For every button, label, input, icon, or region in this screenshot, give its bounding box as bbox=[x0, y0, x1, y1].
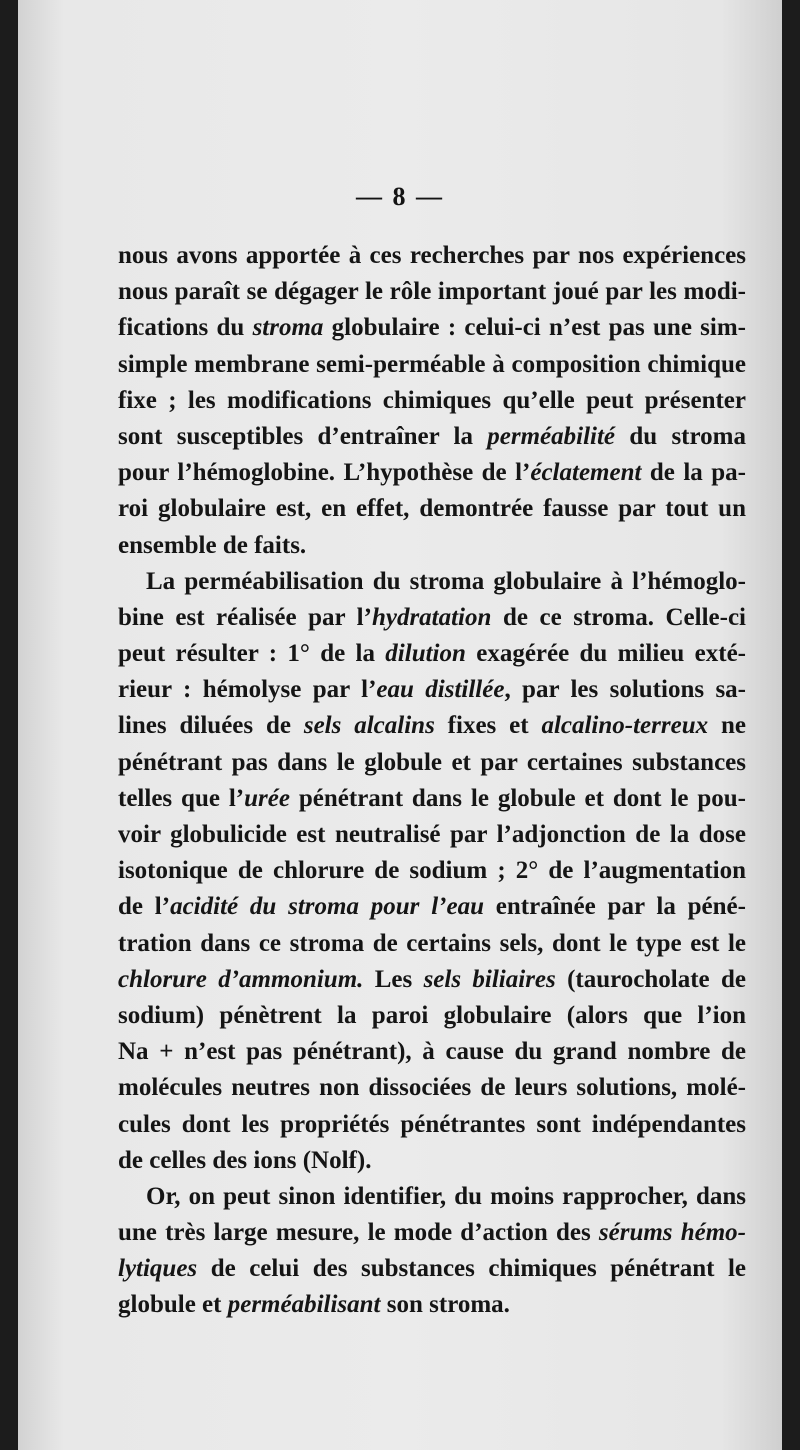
text-line bbox=[118, 1215, 746, 1251]
text-segment: de ce stroma. Celle-ci bbox=[491, 603, 746, 631]
text-line bbox=[118, 310, 746, 346]
italic-text: perméabilité bbox=[487, 422, 616, 450]
italic-text: urée bbox=[244, 784, 290, 812]
text-line bbox=[118, 853, 746, 889]
text-segment: de l’ bbox=[118, 893, 171, 921]
text-line bbox=[118, 528, 746, 564]
text-line bbox=[118, 817, 746, 853]
text-line bbox=[118, 600, 746, 636]
text-line bbox=[118, 672, 746, 708]
text-line bbox=[118, 419, 746, 455]
text-line bbox=[118, 1107, 746, 1143]
text-segment: La perméabilisation du stroma globulaire à l’hémoglo- bbox=[146, 567, 746, 595]
text-line bbox=[118, 238, 746, 274]
text-segment: Les bbox=[363, 965, 424, 993]
text-segment: pénétrant dans le globule et dont le pou- bbox=[289, 784, 746, 812]
text-segment: pour l’hémoglobine. L’hypothèse de l’ bbox=[118, 459, 531, 487]
text-line bbox=[118, 491, 746, 527]
italic-text: chlorure d’ammonium. bbox=[118, 965, 364, 993]
text-segment: lines diluées de bbox=[118, 712, 304, 740]
italic-text: stroma bbox=[252, 314, 324, 342]
text-segment: son stroma. bbox=[380, 1291, 510, 1319]
italic-text: sels biliaires bbox=[423, 965, 556, 993]
italic-text: hydratation bbox=[371, 603, 492, 631]
text-segment: de celles des ions (Nolf). bbox=[118, 1146, 372, 1174]
text-line bbox=[118, 1143, 746, 1179]
text-line bbox=[118, 926, 746, 962]
text-segment: roi globulaire est, en effet, demontrée fausse par tout un bbox=[118, 495, 746, 523]
text-segment: sodium) pénètrent la paroi globulaire (alors que l’ion bbox=[118, 1001, 746, 1029]
text-segment: (taurocholate de bbox=[555, 965, 746, 993]
text-line bbox=[118, 455, 746, 491]
italic-text: sels alcalins bbox=[303, 712, 435, 740]
italic-text: lytiques bbox=[118, 1255, 198, 1283]
text-segment: ne bbox=[708, 712, 746, 740]
text-segment: de la pa- bbox=[641, 459, 746, 487]
text-segment: Or, on peut sinon identifier, du moins rapprocher, dans bbox=[146, 1182, 746, 1210]
scanned-page bbox=[18, 0, 782, 1450]
text-segment: globule et bbox=[118, 1291, 228, 1319]
text-segment: sont susceptibles d’entraîner la bbox=[118, 422, 488, 450]
italic-text: éclatement bbox=[530, 459, 642, 487]
text-line bbox=[118, 1070, 746, 1106]
text-segment: du stroma bbox=[615, 422, 746, 450]
text-line bbox=[118, 274, 746, 310]
text-line bbox=[118, 383, 746, 419]
text-line bbox=[118, 636, 746, 672]
text-segment: de celui des substances chimiques pénétrant le bbox=[197, 1255, 746, 1283]
text-segment: voir globulicide est neutralisé par l’adjonction de la dose bbox=[118, 821, 746, 848]
text-segment: molécules neutres non dissociées de leurs solutions, molé- bbox=[118, 1074, 746, 1102]
text-segment: une très large mesure, le mode d’action des bbox=[118, 1219, 599, 1247]
text-segment: isotonique de chlorure de sodium ; 2° de l’augmentation bbox=[118, 857, 746, 885]
text-segment: peut résulter : 1° de la bbox=[118, 640, 386, 668]
italic-text: perméabilisant bbox=[227, 1291, 381, 1319]
text-segment: cules dont les propriétés pénétrantes sont indépendantes bbox=[118, 1110, 746, 1138]
text-segment: ensemble de faits. bbox=[118, 531, 307, 559]
body-text bbox=[118, 238, 746, 1324]
text-segment: , par les solutions sa- bbox=[504, 676, 747, 704]
text-line bbox=[118, 708, 746, 744]
text-segment: nous avons apportée à ces recherches par nos expériences bbox=[118, 242, 746, 269]
text-segment: fications du bbox=[118, 314, 253, 342]
italic-text: acidité du stroma pour l’eau bbox=[170, 893, 484, 921]
italic-text: sérums hémo- bbox=[598, 1219, 746, 1247]
text-line bbox=[118, 745, 746, 781]
text-segment: pénétrant pas dans le globule et par certaines substances bbox=[118, 748, 746, 776]
text-line bbox=[118, 1034, 746, 1070]
text-segment: nous paraît se dégager le rôle important joué par les modi- bbox=[118, 278, 746, 306]
italic-text: dilution bbox=[385, 640, 466, 668]
text-line bbox=[118, 781, 746, 817]
text-segment: exagérée du milieu exté- bbox=[465, 640, 746, 668]
text-line bbox=[118, 1251, 746, 1287]
text-line bbox=[118, 564, 746, 600]
italic-text: alcalino-terreux bbox=[541, 712, 709, 740]
text-segment: bine est réalisée par l’ bbox=[118, 603, 372, 631]
text-segment: globulaire : celui-ci n’est pas une sim- bbox=[323, 314, 746, 342]
text-segment: rieur : hémolyse par l’ bbox=[118, 676, 377, 704]
text-segment: simple membrane semi-perméable à composition chimique bbox=[118, 350, 746, 378]
text-line bbox=[118, 347, 746, 383]
text-segment: Na + n’est pas pénétrant), à cause du grand nombre de bbox=[118, 1038, 746, 1066]
text-line bbox=[118, 1179, 746, 1215]
text-segment: fixe ; les modifications chimiques qu’elle peut présenter bbox=[118, 386, 746, 414]
text-line bbox=[118, 1287, 746, 1323]
page-number: — 8 — bbox=[356, 182, 444, 211]
text-segment: tration dans ce stroma de certains sels, dont le type est le bbox=[118, 929, 746, 957]
text-segment: fixes et bbox=[434, 712, 542, 740]
italic-text: eau distillée bbox=[376, 676, 505, 704]
text-line bbox=[118, 962, 746, 998]
text-segment: telles que l’ bbox=[118, 784, 245, 812]
text-segment: entraînée par la péné- bbox=[483, 893, 746, 921]
text-line bbox=[118, 889, 746, 925]
text-line bbox=[118, 998, 746, 1034]
